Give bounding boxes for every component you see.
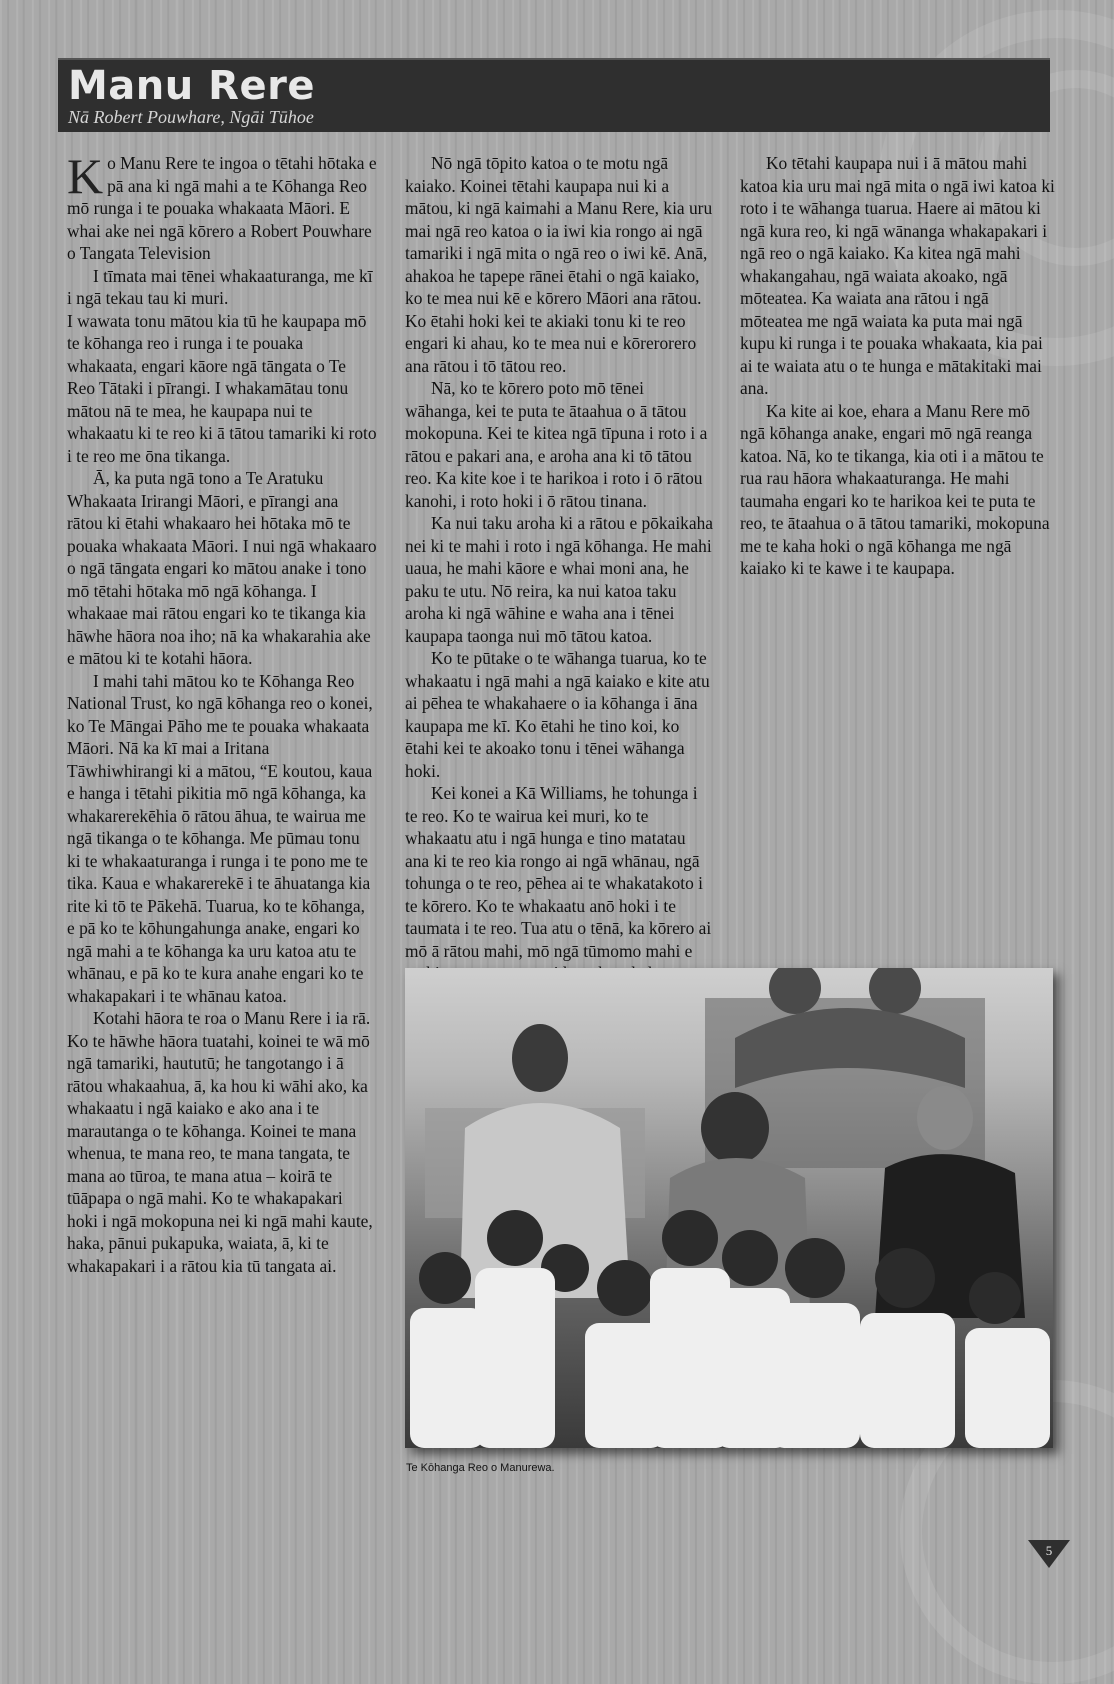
text-column-3 — [740, 152, 1055, 580]
paragraph: Ko te pūtake o te wāhanga tuarua, ko te whakaatu i ngā mahi a ngā kaiako e kite atu ai pēhea te whakahaere o ia kōhanga i āna kaupapa me kī. Ko ētahi he tino koi, ko ētahi kei te akoako tonu i tēnei wāhanga hoki. — [405, 648, 710, 781]
group-photo — [405, 968, 1053, 1448]
drop-cap: K — [67, 148, 104, 204]
photo-illustration — [405, 968, 1053, 1448]
page-number-marker — [1028, 1540, 1070, 1570]
article-title: Manu Rere — [68, 63, 315, 109]
paragraph: I mahi tahi mātou ko te Kōhanga Reo National Trust, ko ngā kōhanga reo o konei, ko Te Māngai Pāho me te pouaka whakaata Māori. Nā ka kī mai a Iritana Tāwhiwhirangi ki a mātou, “E koutou, kaua e hanga i tētahi pikitia mō ngā kōhanga, ka whakarerekēhia ō rātou āhua, te wairua me ngā tikanga o te kōhanga. Me pūmau tonu ki te whakaaturanga i runga i te pono me te tika. Kaua e whakarerekē i te āhuatanga kia rite ki tō te Pākehā. Tuarua, ko te kōhanga, e pā ko te kōhungahunga anake, engari ko ngā mahi a te kōhanga ka uru katoa atu te whānau, e pā ko te kura anahe engari ko te whakapakari i te whānau katoa. — [67, 670, 373, 1006]
page-number: 5 — [1045, 1543, 1053, 1558]
photo-caption: Te Kōhanga Reo o Manurewa. — [406, 1462, 555, 1474]
paragraph: Ā, ka puta ngā tono a Te Aratuku Whakaata Irirangi Māori, e pīrangi ana rātou ki ētahi whakaaro hei hōtaka mō te pouaka whakaata Māori. I nui ngā whakaaro o ngā tāngata engari ko mātou anake i tono mō tētahi hōtaka mō ngā kōhanga. I whakaae mai rātou engari ko te tikanga kia hāwhe hāora noa iho; nā ka whakarahia ake e mātou ki te kotahi hāora. — [67, 468, 377, 668]
paragraph: Ko Manu Rere te ingoa o tētahi hōtaka e pā ana ki ngā mahi a te Kōhanga Reo mō runga i te pouaka whakaata Māori. E whai ake nei ngā kōrero a Robert Pouwhare o Tangata Television — [67, 148, 377, 263]
paragraph: I wawata tonu mātou kia tū he kaupapa mō te kōhanga reo i runga i te pouaka whakaata, engari kāore ngā tāngata o Te Reo Tātaki i pīrangi. I whakamātau tonu mātou nā te mea, he kaupapa nui te whakaatu ki te reo ki ā tātou tamariki ki roto i te reo me ōna tikanga. — [67, 310, 377, 466]
paragraph: Ko tētahi kaupapa nui i ā mātou mahi katoa kia uru mai ngā mita o ngā iwi katoa ki roto i te wāhanga tuarua. Haere ai mātou ki ngā kura reo, ki ngā wānanga whakapakari i ngā reo o ngā kaiako. Ka kitea ngā mahi whakangahau, ngā waiata akoako, ngā mōteatea. Ka waiata ana rātou i ngā mōteatea me ngā waiata ka puta mai ngā kupu ki runga i te pouaka whakaata, kia pai ai te waiata atu o te hunga e mātakitaki mai ana. — [740, 153, 1055, 398]
title-banner — [58, 58, 1050, 132]
paragraph: Ka nui taku aroha ki a rātou e pōkaikaha nei ki te mahi i roto i ngā kōhanga. He mahi uaua, he mahi kāore e whai moni ana, he paku te utu. Nō reira, ka nui katoa taku aroha ki ngā wāhine e waha ana i tēnei kaupapa taonga nui mō tātou katoa. — [405, 513, 714, 646]
text-column-2 — [405, 152, 713, 1030]
paragraph: Nō ngā tōpito katoa o te motu ngā kaiako. Koinei tētahi kaupapa nui ki a mātou, ki ngā kaimahi a Manu Rere, kia uru mai ngā reo katoa o ia iwi kia rongo ai ngā tamariki i ngā mita o ngā reo o iwi kē. Anā, ahakoa he tapepe rānei ētahi o ngā kaiako, ko te mea nui kē e kōrero Māori ana rātou. Ko ētahi hoki kei te akiaki tonu ki te reo engari ki ahau, ko te mea nui e kōrerorero ana rātou i tō tātou reo. — [405, 153, 713, 376]
paragraph: Kotahi hāora te roa o Manu Rere i ia rā. Ko te hāwhe hāora tuatahi, koinei te wā mō ngā tamariki, haututū; he tangotango i ā rātou whakaahua, ā, ka hou ki wāhi ako, ka whakaatu i ngā kaiako e ako ana i te marautanga o te kōhanga. Koinei te mana whenua, te mana reo, te mana tangata, te mana ao tūroa, te mana atua – koirā te tūāpapa o ngā mahi. Ko te whakapakari hoki i ngā mokopuna nei ki ngā mahi kaute, haka, pānui pukapuka, waiata, ā, ki te whakapakari i a rātou kia tū tangata ai. — [67, 1008, 373, 1276]
paragraph: Nā, ko te kōrero poto mō tēnei wāhanga, kei te puta te ātaahua o ā tātou mokopuna. Kei te kitea ngā tīpuna i roto i a rātou e pakari ana, e aroha ana ki tō tātou reo. Ka kite koe i te harikoa i roto i ō rātou kanohi, i roto hoki i ō rātou tinana. — [405, 378, 708, 511]
text-column-1 — [67, 148, 377, 1277]
paragraph: I tīmata mai tēnei whakaaturanga, me kī i ngā tekau tau ki muri. — [67, 265, 373, 308]
article-byline: Nā Robert Pouwhare, Ngāi Tūhoe — [68, 107, 314, 127]
paragraph: Kei konei a Kā Williams, he tohunga i te reo. Ko te wairua kei muri, ko te whakaatu atu i ngā hunga e tino matatau ana ki te reo kia rongo ai ngā whānau, ngā tohunga o te reo, pēhea ai te whakatakoto i te kōrero. Ko te whakaatu anō hoki i te taumata i te reo. Tua atu o tēnā, ka kōrero ai mō ā rātou mahi, mō ngā tūmomo mahi e — [405, 783, 712, 961]
paragraph: Ka kite ai koe, ehara a Manu Rere mō ngā kōhanga anake, engari mō ngā reanga katoa. Nā, ko te tikanga, kia oti i a mātou te rua rau hāora whakaaturanga. He mahi taumaha engari ko te harikoa kei te puta te reo, te ātaahua o ā tātou tamariki, mokopuna me te kaha hoki o ngā kōhanga me ngā kaiako ki te kawe i te kaupapa. — [740, 400, 1050, 578]
